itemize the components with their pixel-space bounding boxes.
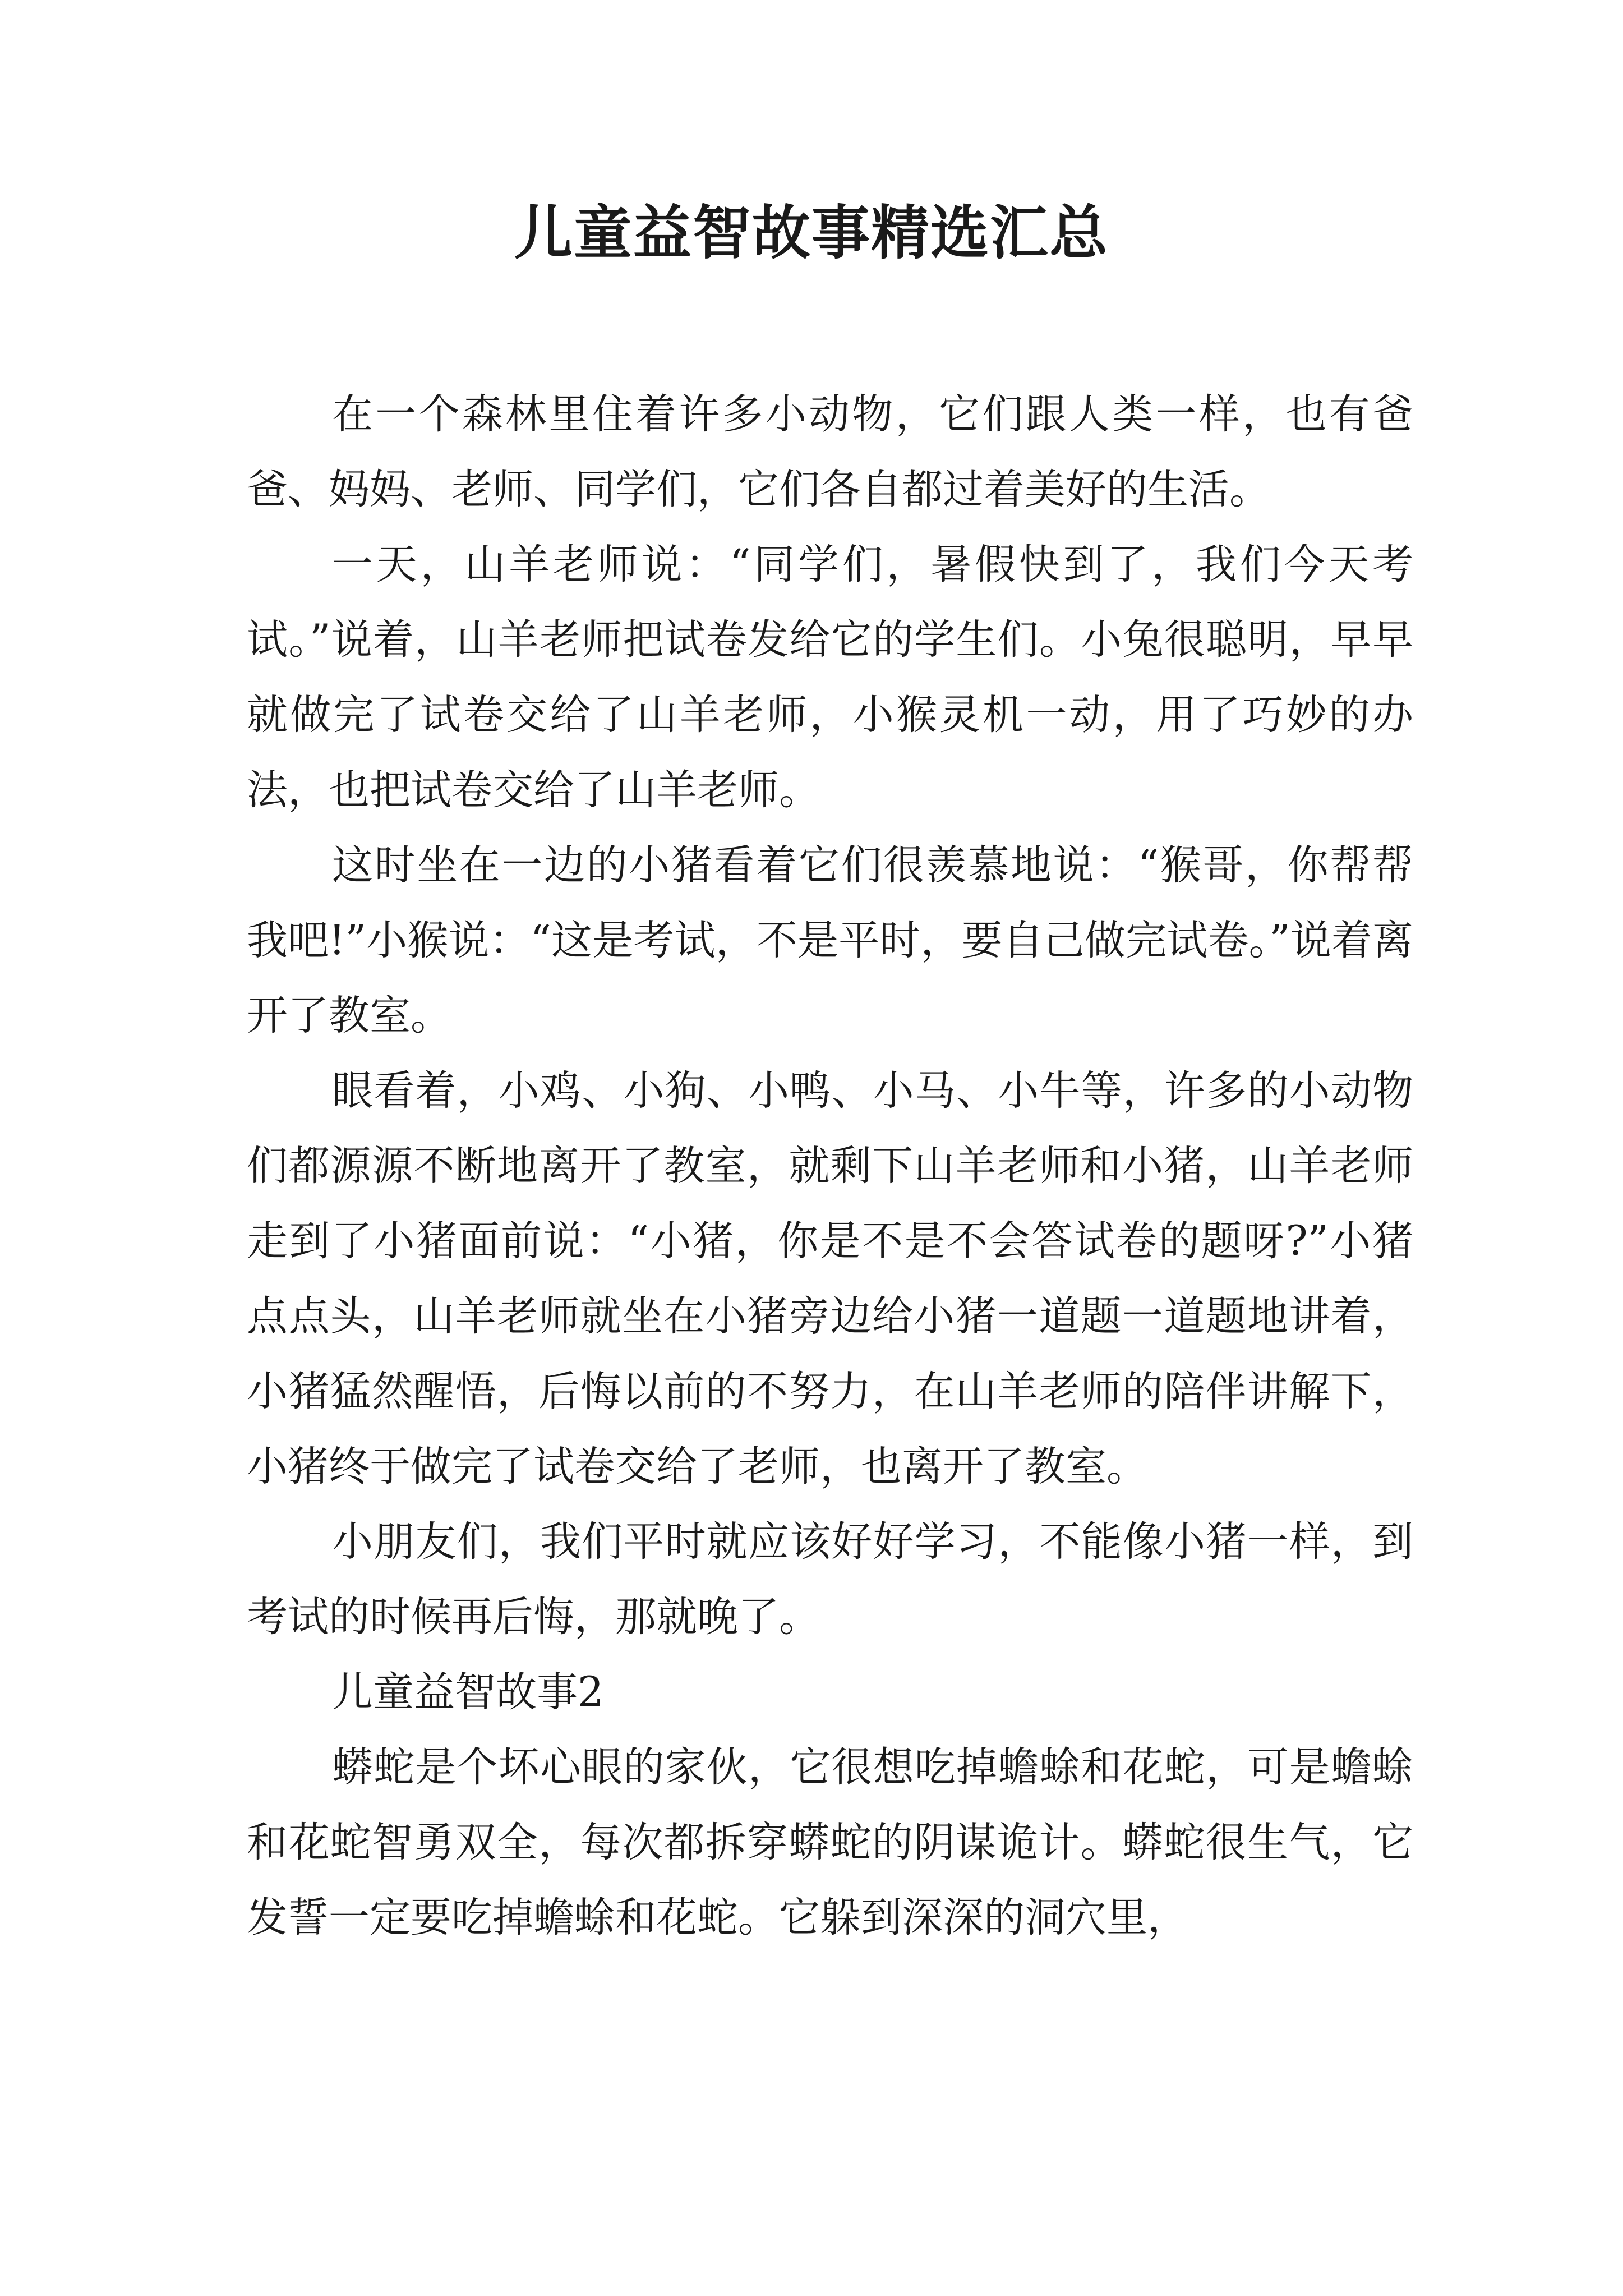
paragraph-5: 小朋友们，我们平时就应该好好学习，不能像小猪一样，到考试的时候再后悔，那就晚了。 [247, 1518, 1413, 1641]
paragraph-3: 这时坐在一边的小猪看着它们很羡慕地说：“猴哥，你帮帮我吧!”小猴说：“这是考试，不是平时，要自己做完试卷。”说着离开了教室。 [247, 841, 1413, 1039]
paragraph-6: 蟒蛇是个坏心眼的家伙，它很想吃掉蟾蜍和花蛇，可是蟾蜍和花蛇智勇双全，每次都拆穿蟒蛇的阴谋诡计。蟒蛇很生气，它发誓一定要吃掉蟾蜍和花蛇。它躲到深深的洞穴里， [247, 1743, 1413, 1941]
paragraph-2: 一天，山羊老师说：“同学们，暑假快到了，我们今天考试。”说着，山羊老师把试卷发给它的学生们。小兔很聪明，早早就做完了试卷交给了山羊老师，小猴灵机一动，用了巧妙的办法，也把试卷交给了山羊老师。 [247, 541, 1413, 814]
paragraph-1: 在一个森林里住着许多小动物，它们跟人类一样，也有爸爸、妈妈、老师、同学们，它们各自都过着美好的生活。 [247, 390, 1413, 513]
paragraph-4: 眼看着，小鸡、小狗、小鸭、小马、小牛等，许多的小动物们都源源不断地离开了教室，就剩下山羊老师和小猪，山羊老师走到了小猪面前说：“小猪，你是不是不会答试卷的题呀?”小猪点点头，山羊老师就坐在小猪旁边给小猪一道题一道题地讲着，小猪猛然醒悟，后悔以前的不努力，在山羊老师的陪伴讲解下，小猪终于做完了试卷交给了老师，也离开了教室。 [247, 1067, 1413, 1490]
document-title: 儿童益智故事精选汇总 [514, 198, 1109, 267]
section-heading-story-2: 儿童益智故事2 [332, 1668, 604, 1716]
document-body [247, 377, 1413, 1955]
